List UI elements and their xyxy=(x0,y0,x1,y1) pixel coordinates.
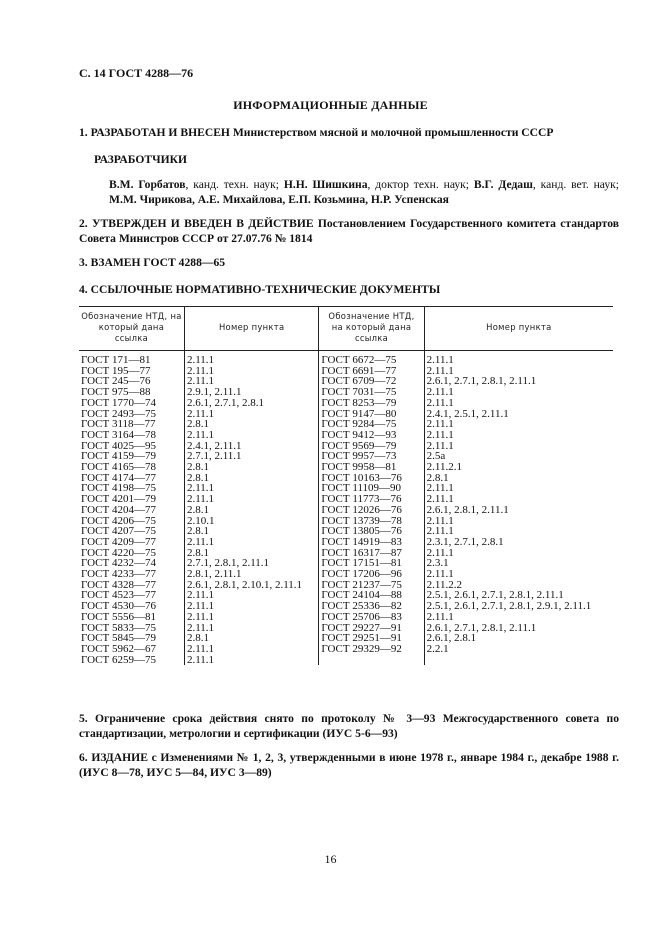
cell-item-left: 2.11.1 xyxy=(184,366,318,377)
cell-item-left: 2.8.1 xyxy=(184,419,318,430)
table-header-row xyxy=(79,307,613,351)
item-6-block xyxy=(79,750,619,780)
cell-designation-right: ГОСТ 9957—73 xyxy=(319,451,424,462)
cell-designation-left: ГОСТ 4207—75 xyxy=(81,525,156,538)
col-header-item-left: Номер пункта xyxy=(184,307,318,351)
developer-2: Н.Н. Шишкина xyxy=(283,178,368,191)
item-2-number: 2. xyxy=(79,217,88,230)
col-header-item-right: Номер пункта xyxy=(424,307,613,351)
cell-item-right: 2.11.1 xyxy=(424,351,613,366)
cell-designation-left: ГОСТ 4530—76 xyxy=(81,600,156,613)
cell-designation-left: ГОСТ 245—76 xyxy=(81,375,151,388)
item-5-block xyxy=(79,711,619,741)
item-5-text: Ограничение срока действия снято по протоколу № 3—93 Межгосударственного совета по стандартизации, метрологии и сертификации (ИУС 5-6—93) xyxy=(79,712,619,740)
item-1-number: 1. xyxy=(79,126,88,139)
cell-item-left: 2.11.1 xyxy=(184,494,318,505)
item-2-text: Постановлением Государственного комитета стандартов Совета Министров СССР от 27.07.76 № 1814 xyxy=(79,217,619,245)
cell-designation-right: ГОСТ 12026—76 xyxy=(319,505,424,516)
cell-item-right: 2.5.1, 2.6.1, 2.7.1, 2.8.1, 2.9.1, 2.11.1 xyxy=(424,601,613,612)
item-4-text: ССЫЛОЧНЫЕ НОРМАТИВНО-ТЕХНИЧЕСКИЕ ДОКУМЕНТЫ xyxy=(90,283,441,296)
cell-designation-left: ГОСТ 4209—77 xyxy=(81,535,156,548)
page-number: 16 xyxy=(324,852,337,866)
cell-item-left: 2.8.1 xyxy=(184,473,318,484)
cell-designation-right: ГОСТ 9412—93 xyxy=(319,430,424,441)
cell-designation-right: ГОСТ 16317—87 xyxy=(319,548,424,559)
cell-item-right: 2.11.1 xyxy=(424,441,613,452)
item-4-number: 4. xyxy=(79,283,88,296)
cell-item-left: 2.11.1 xyxy=(184,409,318,420)
developer-3: В.Г. Дедаш xyxy=(473,178,533,191)
cell-designation-left: ГОСТ 5962—67 xyxy=(81,642,156,655)
cell-item-right: 2.11.1 xyxy=(424,387,613,398)
cell-item-left: 2.8.1, 2.11.1 xyxy=(184,569,318,580)
cell-item-right: 2.11.1 xyxy=(424,516,613,527)
cell-item-right: 2.11.1 xyxy=(424,569,613,580)
col-header-designation-right: Обозначение НТД, на который дана ссылка xyxy=(319,307,424,351)
item-2-lead: УТВЕРЖДЕН И ВВЕДЕН В ДЕЙСТВИЕ xyxy=(91,217,314,230)
cell-designation-right: ГОСТ 11109—90 xyxy=(319,483,424,494)
cell-designation-right: ГОСТ 25336—82 xyxy=(319,601,424,612)
item-1-text: Министерством мясной и молочной промышленности СССР xyxy=(232,126,554,139)
cell-item-left: 2.8.1 xyxy=(184,633,318,644)
cell-designation-left: ГОСТ 4523—77 xyxy=(81,589,156,602)
cell-designation-right: ГОСТ 9284—75 xyxy=(319,419,424,430)
cell-designation-left: ГОСТ 5845—79 xyxy=(81,632,156,645)
cell-item-right: 2.2.1 xyxy=(424,644,613,655)
cell-item-left: 2.11.1 xyxy=(184,430,318,441)
cell-designation-right: ГОСТ 17206—96 xyxy=(319,569,424,580)
cell-item-right: 2.6.1, 2.8.1 xyxy=(424,633,613,644)
cell-designation-left: ГОСТ 4198—75 xyxy=(81,482,156,495)
cell-designation-right: ГОСТ 6691—77 xyxy=(319,366,424,377)
cell-designation-left: ГОСТ 975—88 xyxy=(81,386,151,399)
references-table xyxy=(79,306,613,665)
cell-designation-right: ГОСТ 13805—76 xyxy=(319,526,424,537)
cell-designation-right: ГОСТ 6672—75 xyxy=(319,351,424,366)
cell-designation-left: ГОСТ 4206—75 xyxy=(81,514,156,527)
cell-item-left: 2.11.1 xyxy=(184,623,318,634)
cell-item-right: 2.6.1, 2.8.1, 2.11.1 xyxy=(424,505,613,516)
cell-item-right: 2.4.1, 2.5.1, 2.11.1 xyxy=(424,409,613,420)
cell-item-right: 2.11.1 xyxy=(424,366,613,377)
page-header: С. 14 ГОСТ 4288—76 xyxy=(79,66,194,80)
cell-designation-right xyxy=(319,655,424,666)
cell-designation-right: ГОСТ 29227—91 xyxy=(319,623,424,634)
cell-item-left: 2.8.1 xyxy=(184,548,318,559)
cell-item-left: 2.8.1 xyxy=(184,462,318,473)
cell-item-left: 2.7.1, 2.11.1 xyxy=(184,451,318,462)
table-row xyxy=(79,644,613,655)
cell-item-left: 2.8.1 xyxy=(184,526,318,537)
item-5 xyxy=(79,711,619,741)
cell-item-right: 2.5.1, 2.6.1, 2.7.1, 2.8.1, 2.11.1 xyxy=(424,590,613,601)
cell-designation-right: ГОСТ 7031—75 xyxy=(319,387,424,398)
cell-item-left: 2.11.1 xyxy=(184,655,318,666)
cell-designation-right: ГОСТ 13739—78 xyxy=(319,516,424,527)
item-1 xyxy=(79,125,619,140)
cell-item-right: 2.3.1, 2.7.1, 2.8.1 xyxy=(424,537,613,548)
cell-designation-right: ГОСТ 14919—83 xyxy=(319,537,424,548)
cell-designation-left: ГОСТ 1770—74 xyxy=(81,396,156,409)
item-6-lead: ИЗДАНИЕ xyxy=(91,751,148,764)
cell-item-right: 2.11.1 xyxy=(424,483,613,494)
table-row xyxy=(79,351,613,366)
col-header-designation-left: Обозначение НТД, на который дана ссылка xyxy=(79,307,184,351)
item-6-text: с Изменениями № 1, 2, 3, утвержденными в июне 1978 г., январе 1984 г., декабре 1988 г. (ИУС 8—78, ИУС 5—84, ИУС 3—89) xyxy=(79,751,619,779)
item-3-text: ВЗАМЕН ГОСТ 4288—65 xyxy=(90,256,226,269)
cell-designation-right: ГОСТ 21237—75 xyxy=(319,580,424,591)
cell-designation-left: ГОСТ 4025—95 xyxy=(81,439,156,452)
cell-designation-right: ГОСТ 6709—72 xyxy=(319,376,424,387)
cell-designation-right: ГОСТ 10163—76 xyxy=(319,473,424,484)
cell-designation-right: ГОСТ 9958—81 xyxy=(319,462,424,473)
cell-designation-left: ГОСТ 4232—74 xyxy=(81,557,156,570)
table-row xyxy=(79,398,613,409)
cell-designation-left: ГОСТ 2493—75 xyxy=(81,407,156,420)
cell-item-right xyxy=(424,655,613,666)
cell-designation-right: ГОСТ 8253—79 xyxy=(319,398,424,409)
cell-item-left: 2.11.1 xyxy=(184,601,318,612)
developers-heading-text: РАЗРАБОТЧИКИ xyxy=(94,153,188,166)
cell-item-right: 2.5а xyxy=(424,451,613,462)
cell-item-left: 2.9.1, 2.11.1 xyxy=(184,387,318,398)
cell-designation-left: ГОСТ 5556—81 xyxy=(81,610,156,623)
cell-designation-left: ГОСТ 4204—77 xyxy=(81,503,156,516)
developer-others: М.М. Чирикова, А.Е. Михайлова, Е.П. Козьмина, Н.Р. Успенская xyxy=(109,193,449,206)
developer-1-degree: , канд. техн. наук; xyxy=(185,178,284,191)
cell-item-left: 2.11.1 xyxy=(184,590,318,601)
cell-item-right: 2.11.1 xyxy=(424,430,613,441)
cell-designation-left: ГОСТ 4159—79 xyxy=(81,450,156,463)
cell-item-right: 2.6.1, 2.7.1, 2.8.1, 2.11.1 xyxy=(424,623,613,634)
cell-designation-left: ГОСТ 4220—75 xyxy=(81,546,156,559)
cell-designation-right: ГОСТ 11773—76 xyxy=(319,494,424,505)
cell-item-right: 2.11.1 xyxy=(424,612,613,623)
cell-item-left: 2.11.1 xyxy=(184,644,318,655)
cell-item-right: 2.6.1, 2.7.1, 2.8.1, 2.11.1 xyxy=(424,376,613,387)
cell-item-left: 2.11.1 xyxy=(184,483,318,494)
cell-item-right: 2.11.1 xyxy=(424,548,613,559)
cell-item-left: 2.7.1, 2.8.1, 2.11.1 xyxy=(184,558,318,569)
cell-designation-left: ГОСТ 3164—78 xyxy=(81,428,156,441)
item-1-lead: РАЗРАБОТАН И ВНЕСЕН xyxy=(90,126,230,139)
developer-1: В.М. Горбатов xyxy=(109,178,186,191)
item-3 xyxy=(79,255,619,270)
item-4 xyxy=(79,282,619,297)
section-title: ИНФОРМАЦИОННЫЕ ДАННЫЕ xyxy=(233,98,428,112)
table-row xyxy=(79,655,613,666)
cell-item-left: 2.8.1 xyxy=(184,505,318,516)
cell-item-left: 2.11.1 xyxy=(184,612,318,623)
item-5-number: 5. xyxy=(79,712,88,725)
cell-item-left: 2.11.1 xyxy=(184,351,318,366)
cell-item-left: 2.4.1, 2.11.1 xyxy=(184,441,318,452)
cell-designation-left: ГОСТ 195—77 xyxy=(81,364,151,377)
cell-designation-right: ГОСТ 29329—92 xyxy=(319,644,424,655)
table-row xyxy=(79,505,613,516)
cell-designation-left: ГОСТ 3118—77 xyxy=(81,418,156,431)
cell-designation-right: ГОСТ 17151—81 xyxy=(319,558,424,569)
cell-item-right: 2.3.1 xyxy=(424,558,613,569)
cell-item-left: 2.6.1, 2.8.1, 2.10.1, 2.11.1 xyxy=(184,580,318,591)
cell-designation-left: ГОСТ 6259—75 xyxy=(81,653,156,666)
cell-designation-left: ГОСТ 4165—78 xyxy=(81,461,156,474)
cell-item-right: 2.11.1 xyxy=(424,494,613,505)
cell-item-right: 2.11.2.1 xyxy=(424,462,613,473)
cell-item-left: 2.11.1 xyxy=(184,537,318,548)
cell-item-left: 2.10.1 xyxy=(184,516,318,527)
cell-designation-left: ГОСТ 171—81 xyxy=(81,354,151,366)
cell-designation-left: ГОСТ 4233—77 xyxy=(81,568,156,581)
cell-designation-left: ГОСТ 4201—79 xyxy=(81,493,156,506)
cell-designation-right: ГОСТ 25706—83 xyxy=(319,612,424,623)
item-2 xyxy=(79,216,619,246)
item-3-number: 3. xyxy=(79,256,88,269)
cell-item-right: 2.11.1 xyxy=(424,419,613,430)
cell-item-left: 2.6.1, 2.7.1, 2.8.1 xyxy=(184,398,318,409)
cell-item-right: 2.11.2.2 xyxy=(424,580,613,591)
cell-designation-right: ГОСТ 9569—79 xyxy=(319,441,424,452)
developers-list xyxy=(109,177,619,207)
cell-designation-left: ГОСТ 4328—77 xyxy=(81,578,156,591)
item-6-number: 6. xyxy=(79,751,88,764)
developers-heading xyxy=(94,152,634,167)
table-row xyxy=(79,612,613,623)
cell-designation-right: ГОСТ 9147—80 xyxy=(319,409,424,420)
cell-designation-right: ГОСТ 29251—91 xyxy=(319,633,424,644)
developer-3-degree: , канд. вет. наук; xyxy=(532,178,620,191)
cell-designation-left: ГОСТ 5833—75 xyxy=(81,621,156,634)
cell-designation-left: ГОСТ 4174—77 xyxy=(81,471,156,484)
item-6 xyxy=(79,750,619,780)
cell-item-right: 2.8.1 xyxy=(424,473,613,484)
developer-2-degree: , доктор техн. наук; xyxy=(367,178,474,191)
cell-item-left: 2.11.1 xyxy=(184,376,318,387)
cell-item-right: 2.11.1 xyxy=(424,526,613,537)
cell-designation-right: ГОСТ 24104—88 xyxy=(319,590,424,601)
cell-item-right: 2.11.1 xyxy=(424,398,613,409)
